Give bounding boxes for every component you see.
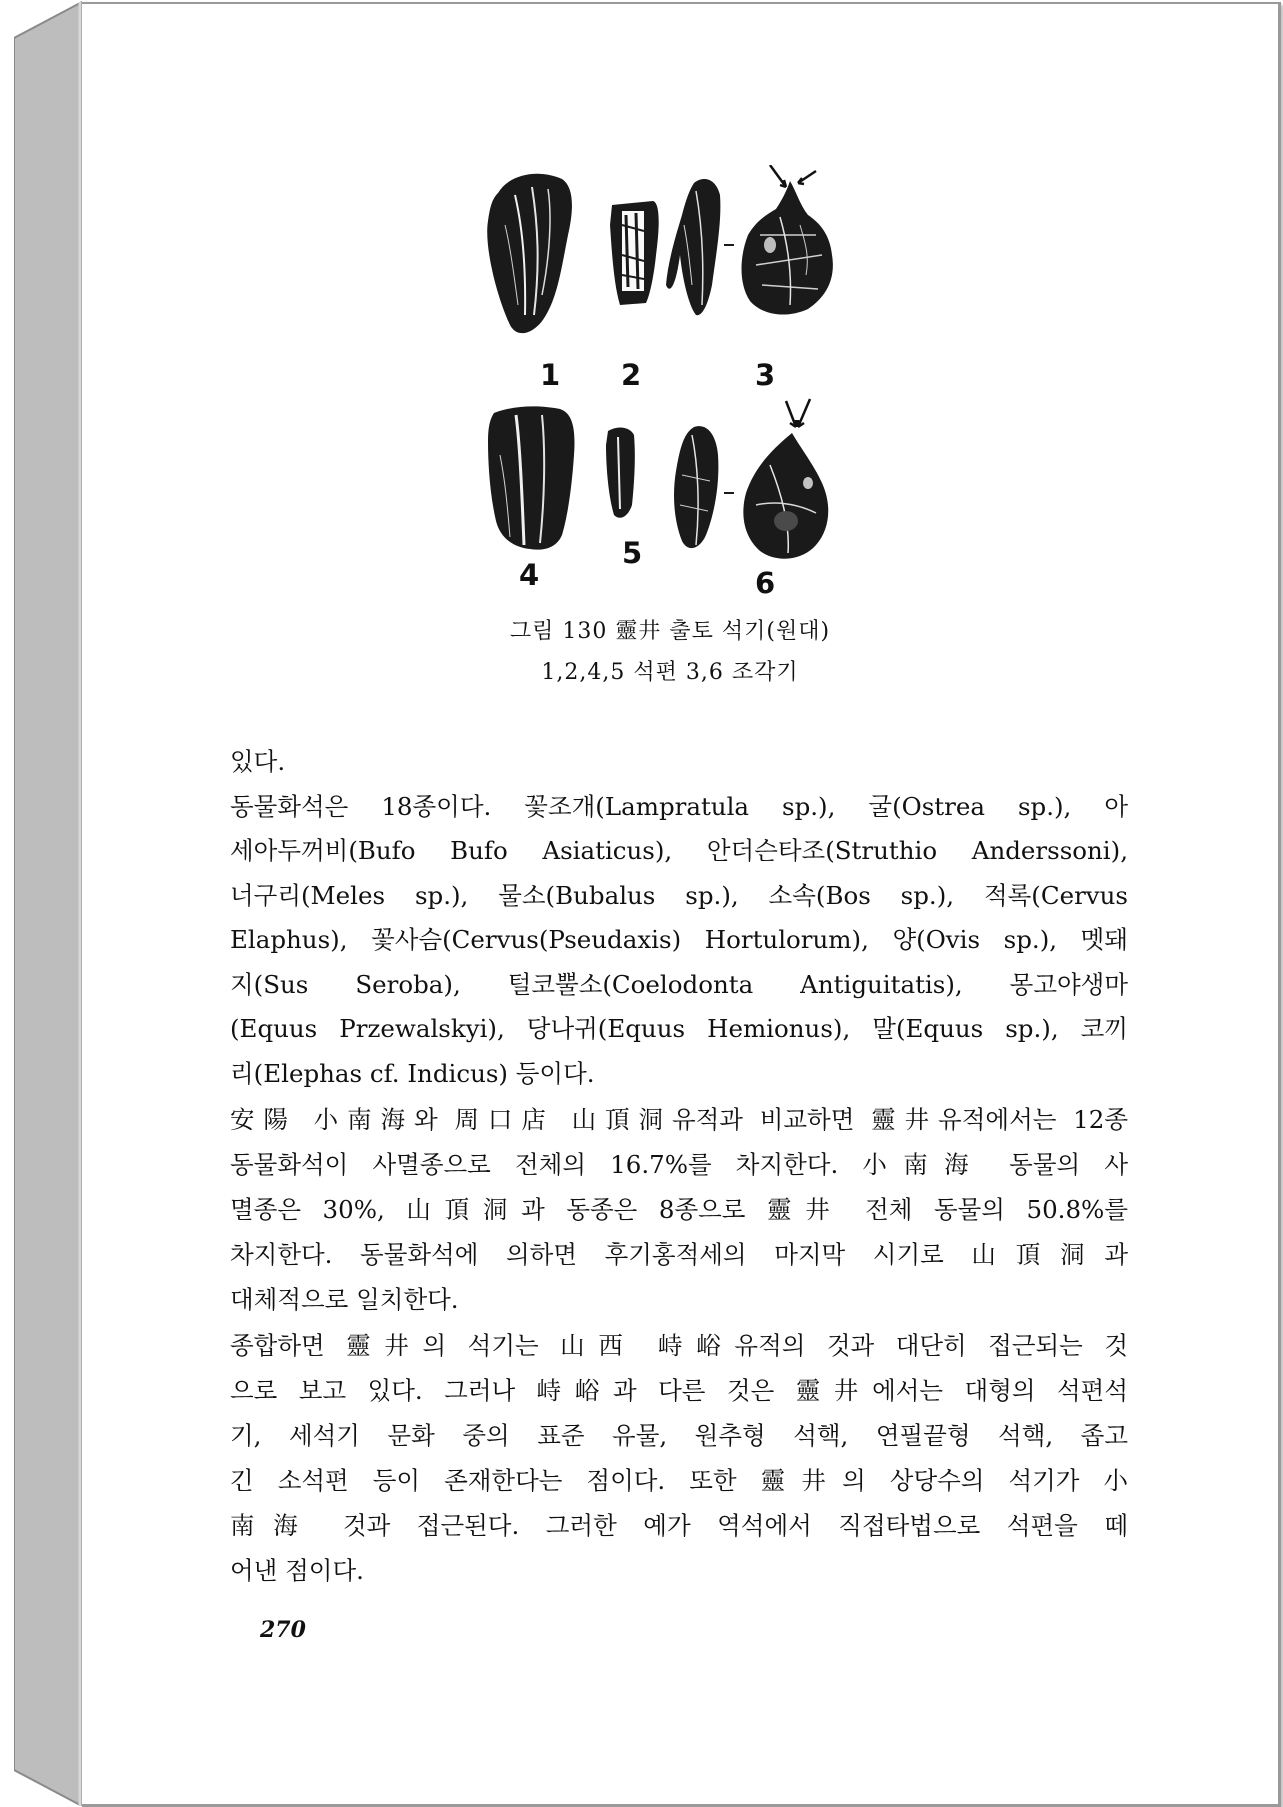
- body-text-line: Elaphus), 꽃사슴(Cervus(Pseudaxis) Hortulorum), 양(Ovis sp.), 멧돼: [230, 925, 1128, 954]
- body-text-line: 차지한다. 동물화석에 의하면 후기홍적세의 마지막 시기로 山頂洞과: [230, 1240, 1128, 1269]
- book-spine: [14, 0, 82, 1806]
- artifact-number-5: 5: [622, 536, 643, 570]
- arrow-markers-top: [770, 165, 816, 187]
- artifact-3a-drawing: [666, 179, 720, 315]
- body-text-line: 있다.: [230, 747, 286, 776]
- artifact-number-3: 3: [755, 358, 776, 392]
- body-text-line: 동물화석이 사멸종으로 전체의 16.7%를 차지한다. 小南海 동물의 사: [230, 1150, 1128, 1179]
- body-text-line: 安陽 小南海와 周口店 山頂洞유적과 비교하면 靈井유적에서는 12종: [230, 1105, 1128, 1134]
- artifact-3b-drawing: [742, 181, 833, 315]
- arrow-markers-bottom: [786, 399, 810, 427]
- body-text-line: 어낸 점이다.: [230, 1556, 364, 1585]
- artifact-number-1: 1: [540, 358, 561, 392]
- body-text-line: 으로 보고 있다. 그러나 峙峪과 다른 것은 靈井에서는 대형의 석편석: [230, 1376, 1128, 1405]
- artifact-4-drawing: [488, 406, 574, 549]
- body-text-line: 南海 것과 접근된다. 그러한 예가 역석에서 직접타법으로 석편을 떼: [230, 1511, 1128, 1540]
- body-text-line: 종합하면 靈井의 석기는 山西 峙峪유적의 것과 대단히 접근되는 것: [230, 1331, 1128, 1360]
- artifact-1-drawing: [487, 174, 572, 333]
- body-text-line: 멸종은 30%, 山頂洞과 동종은 8종으로 靈井 전체 동물의 50.8%를: [230, 1195, 1128, 1224]
- artifact-6a-drawing: [674, 426, 718, 548]
- figure-caption-legend: 1,2,4,5 석편 3,6 조각기: [541, 660, 799, 685]
- artifact-5-drawing: [606, 428, 635, 518]
- body-text-line: 동물화석은 18종이다. 꽃조개(Lampratula sp.), 굴(Ostrea sp.), 아: [230, 792, 1128, 821]
- artifact-number-2: 2: [621, 358, 642, 392]
- stone-tools-figure: [470, 165, 890, 597]
- body-text-line: (Equus Przewalskyi), 당나귀(Equus Hemionus), 말(Equus sp.), 코끼: [230, 1014, 1128, 1043]
- body-text-line: 대체적으로 일치한다.: [230, 1285, 459, 1314]
- body-text-line: 기, 세석기 문화 중의 표준 유물, 원추형 석핵, 연필끝형 석핵, 좁고: [230, 1421, 1128, 1450]
- body-text-line: 리(Elephas cf. Indicus) 등이다.: [230, 1059, 595, 1088]
- artifact-number-6: 6: [755, 566, 776, 600]
- page-number: 270: [260, 1617, 306, 1643]
- body-text-line: 너구리(Meles sp.), 물소(Bubalus sp.), 소속(Bos sp.), 적록(Cervus: [230, 881, 1128, 910]
- figure-caption: 그림 130 靈井 출토 석기(원대): [509, 619, 831, 644]
- body-text-line: 지(Sus Seroba), 털코뿔소(Coelodonta Antiguitatis), 몽고야생마: [230, 970, 1128, 999]
- body-text-line: 세아두꺼비(Bufo Bufo Asiaticus), 안더슨타조(Struthio Anderssoni),: [230, 836, 1128, 865]
- body-text-line: 긴 소석편 등이 존재한다는 점이다. 또한 靈井의 상당수의 석기가 小: [230, 1466, 1128, 1495]
- artifact-number-4: 4: [519, 558, 540, 592]
- artifact-6b-drawing: [743, 433, 828, 559]
- artifact-2-drawing: [610, 201, 659, 305]
